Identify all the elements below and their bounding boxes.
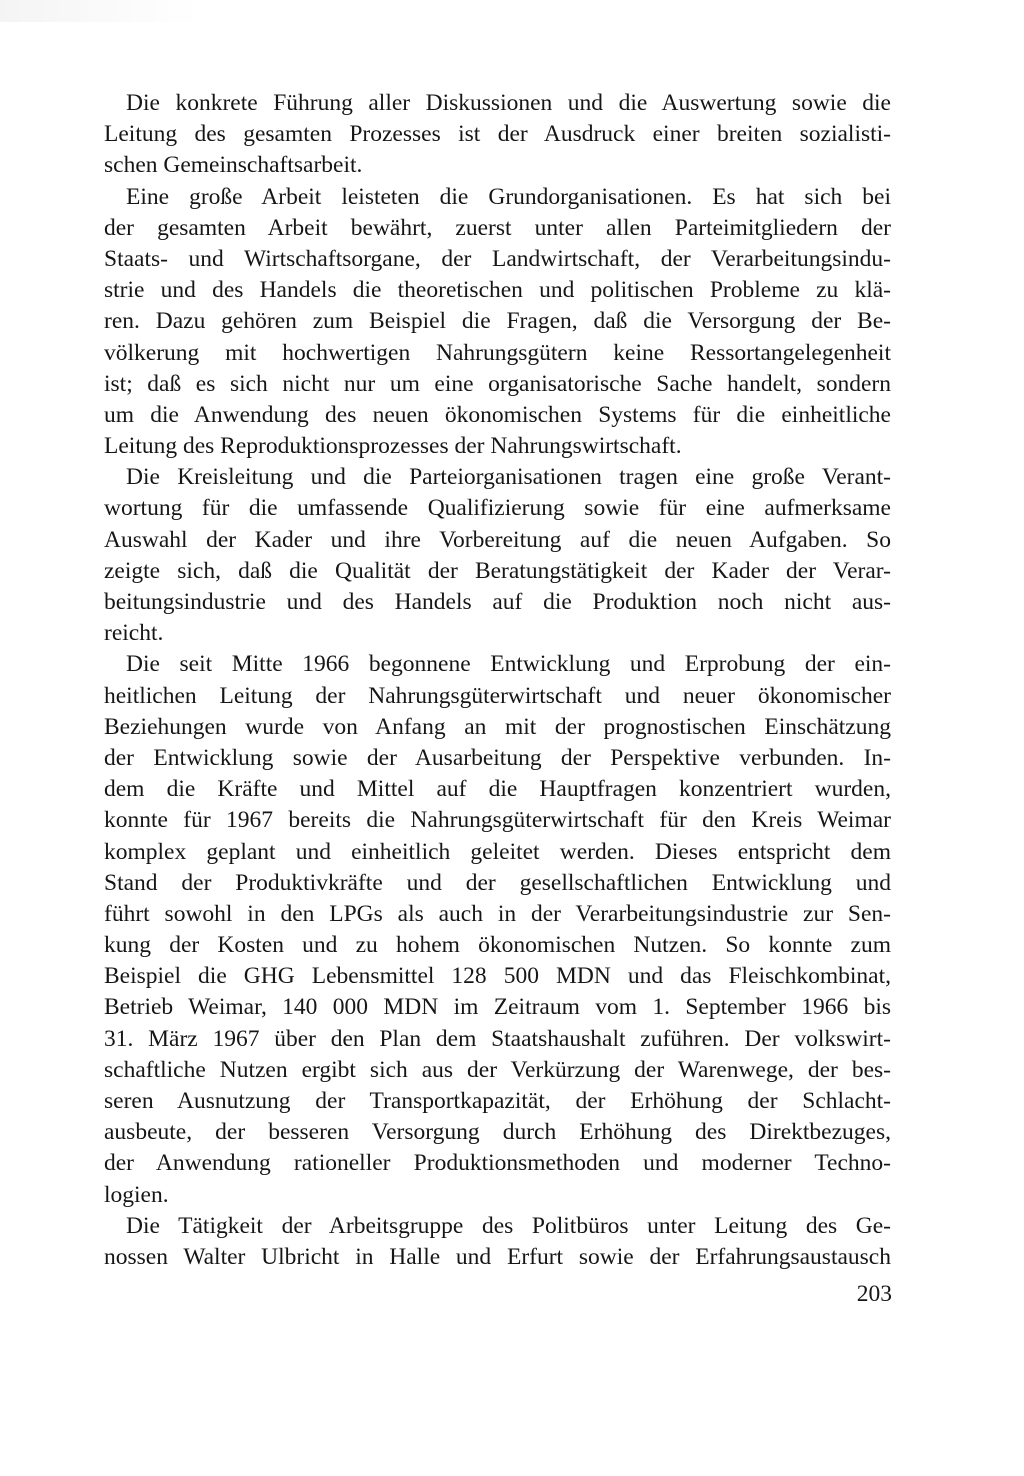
text-line: der Anwendung rationeller Produktionsmethoden und moderner Techno- <box>104 1150 891 1177</box>
text-line: nossen Walter Ulbricht in Halle und Erfurt sowie der Erfahrungsaustausch <box>104 1243 891 1270</box>
text-line: Die Kreisleitung und die Parteiorganisationen tragen eine große Verant- <box>126 464 891 491</box>
text-line: Leitung des gesamten Prozesses ist der Ausdruck einer breiten sozialisti- <box>104 121 891 148</box>
text-line: Betrieb Weimar, 140 000 MDN im Zeitraum vom 1. September 1966 bis <box>104 994 891 1021</box>
text-line: wortung für die umfassende Qualifizierung sowie für eine aufmerksame <box>104 495 891 522</box>
text-line: Stand der Produktivkräfte und der gesellschaftlichen Entwicklung und <box>104 869 891 896</box>
text-line: führt sowohl in den LPGs als auch in der Verarbeitungsindustrie zur Sen- <box>104 900 891 927</box>
text-line: ren. Dazu gehören zum Beispiel die Fragen, daß die Versorgung der Be- <box>104 308 891 335</box>
text-line: ist; daß es sich nicht nur um eine organisatorische Sache handelt, sondern <box>104 370 891 397</box>
text-line: Die konkrete Führung aller Diskussionen und die Auswertung sowie die <box>126 90 891 116</box>
text-line: ausbeute, der besseren Versorgung durch Erhöhung des Direktbezuges, <box>104 1119 891 1146</box>
text-line: strie und des Handels die theoretischen und politischen Probleme zu klä- <box>104 277 891 304</box>
text-line: beitungsindustrie und des Handels auf die Produktion noch nicht aus- <box>104 589 891 615</box>
text-line: kung der Kosten und zu hohem ökonomischen Nutzen. So konnte zum <box>104 932 891 959</box>
text-line: komplex geplant und einheitlich geleitet werden. Dieses entspricht dem <box>104 838 891 865</box>
text-line: schaftliche Nutzen ergibt sich aus der Verkürzung der Warenwege, der bes- <box>104 1056 891 1083</box>
text-line: völkerung mit hochwertigen Nahrungsgütern keine Ressortangelegenheit <box>104 339 891 366</box>
text-line: Die seit Mitte 1966 begonnene Entwicklung und Erprobung der ein- <box>126 651 891 678</box>
text-line: seren Ausnutzung der Transportkapazität, der Erhöhung der Schlacht- <box>104 1088 891 1114</box>
text-line: um die Anwendung des neuen ökonomischen Systems für die einheitliche <box>104 401 891 428</box>
text-line: zeigte sich, daß die Qualität der Beratungstätigkeit der Kader der Verar- <box>104 557 891 584</box>
text-line: Beziehungen wurde von Anfang an mit der prognostischen Einschätzung <box>104 713 891 740</box>
page-number: 203 <box>856 1281 892 1307</box>
text-line: logien. <box>104 1181 169 1208</box>
text-line: 31. März 1967 über den Plan dem Staatshaushalt zuführen. Der volkswirt- <box>104 1025 891 1052</box>
text-line: konnte für 1967 bereits die Nahrungsgüterwirtschaft für den Kreis Weimar <box>104 807 891 834</box>
text-line: Beispiel die GHG Lebensmittel 128 500 MDN und das Fleischkombinat, <box>104 963 891 990</box>
text-line: Eine große Arbeit leisteten die Grundorganisationen. Es hat sich bei <box>126 183 891 210</box>
text-line: der Entwicklung sowie der Ausarbeitung der Perspektive verbunden. In- <box>104 744 891 771</box>
body-text <box>104 88 891 1273</box>
text-line: schen Gemeinschaftsarbeit. <box>104 152 363 179</box>
text-line: Leitung des Reproduktionsprozesses der Nahrungswirtschaft. <box>104 433 682 460</box>
text-line: der gesamten Arbeit bewährt, zuerst unter allen Parteimitgliedern der <box>104 214 891 241</box>
text-line: reicht. <box>104 620 164 647</box>
text-line: Die Tätigkeit der Arbeitsgruppe des Politbüros unter Leitung des Ge- <box>126 1212 891 1239</box>
text-line: heitlichen Leitung der Nahrungsgüterwirtschaft und neuer ökonomischer <box>104 682 891 709</box>
text-line: dem die Kräfte und Mittel auf die Hauptfragen konzentriert wurden, <box>104 776 891 803</box>
text-line: Auswahl der Kader und ihre Vorbereitung auf die neuen Aufgaben. So <box>104 526 891 553</box>
text-line: Staats- und Wirtschaftsorgane, der Landwirtschaft, der Verarbeitungsindu- <box>104 245 891 272</box>
scan-artifact <box>0 0 200 22</box>
